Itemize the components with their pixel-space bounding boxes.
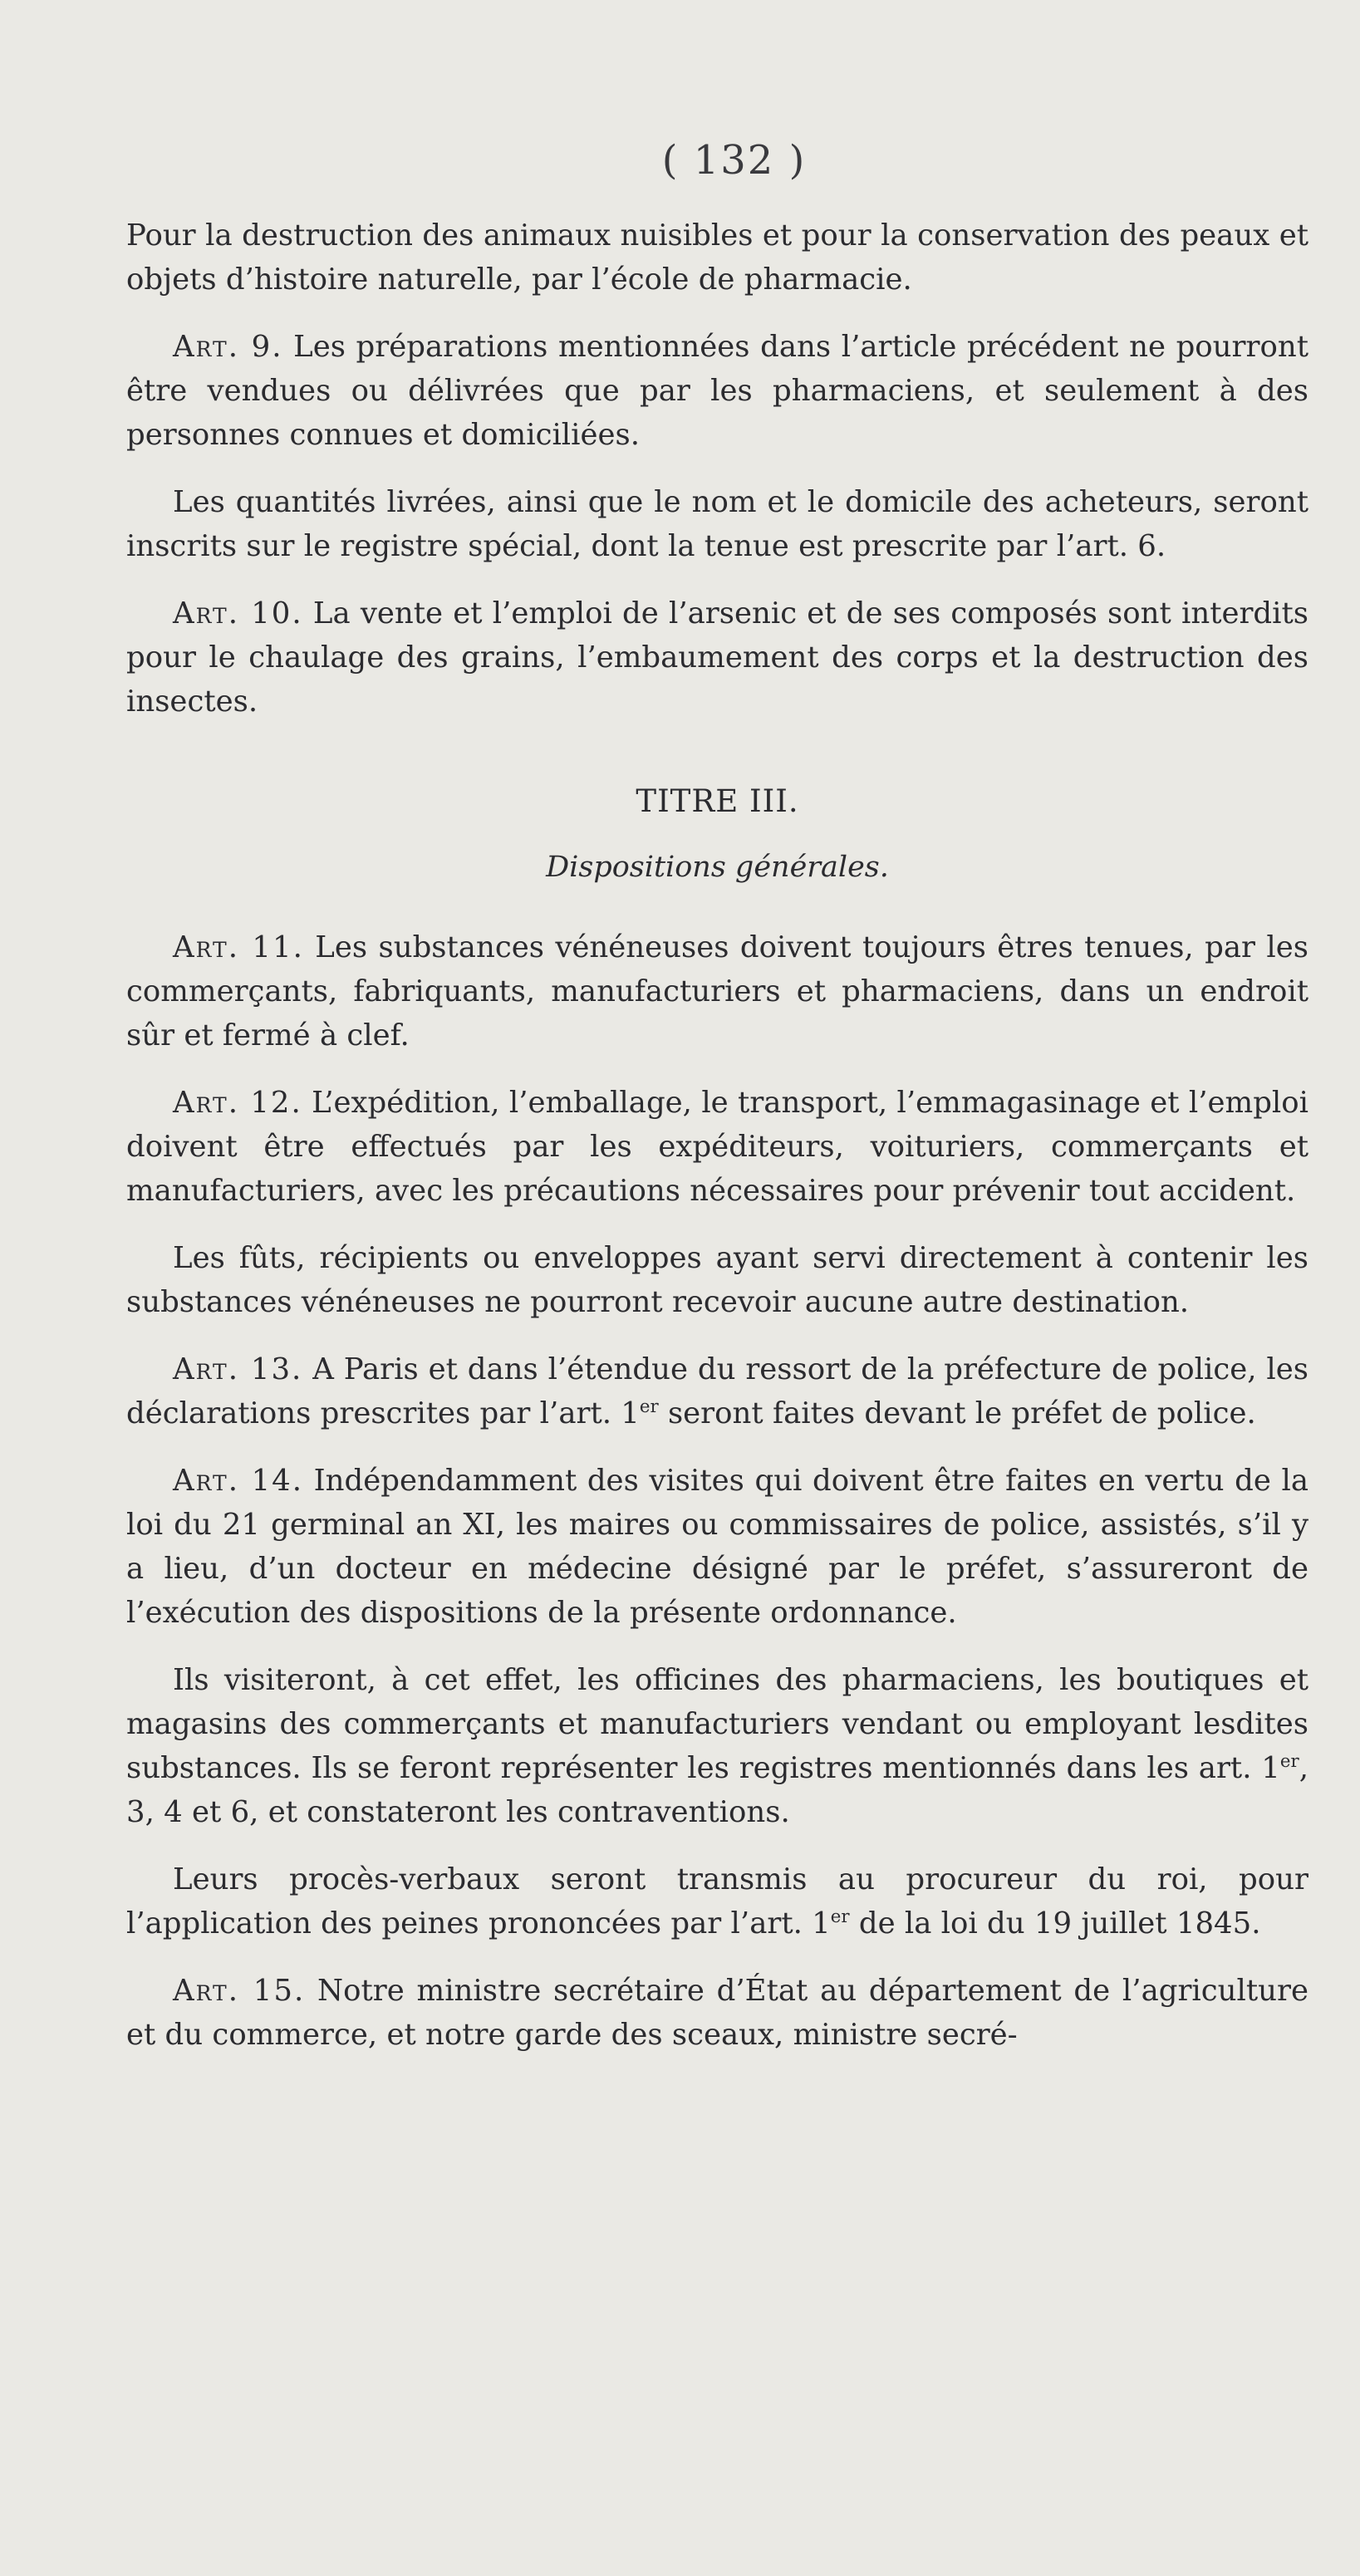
page-number: ( 132 ) xyxy=(661,137,807,184)
article-11-label: Art. 11. xyxy=(173,930,304,964)
proces-superscript: er xyxy=(830,1906,850,1928)
article-13-label: Art. 13. xyxy=(173,1352,303,1386)
article-15-text: Notre ministre secrétaire d’État au département de l’agriculture et du commerce, et notre garde des sceaux, ministre secré- xyxy=(126,1974,1308,2052)
article-11-text: Les substances vénéneuses doivent toujours êtres tenues, par les commerçants, fabriquants, manufacturiers et pharmaciens, dans un endroit sûr et fermé à clef. xyxy=(126,930,1308,1052)
article-9-text: Les préparations mentionnées dans l’article précédent ne pourront être vendues ou délivrées que par les pharmaciens, et seulement à des personnes connues et domiciliées. xyxy=(126,330,1308,452)
paragraph-proces-verbaux xyxy=(126,1857,1308,1945)
article-15 xyxy=(126,1969,1308,2057)
paragraph-quantites: Les quantités livrées, ainsi que le nom et le domicile des acheteurs, seront inscrits sur le registre spécial, dont la tenue est prescrite par l’art. 6. xyxy=(126,485,1308,563)
article-13-text-b: seront faites devant le préfet de police. xyxy=(658,1396,1256,1430)
article-9 xyxy=(126,325,1308,457)
article-12-text: L’expédition, l’emballage, le transport, l’emmagasinage et l’emploi doivent être effectués par les expéditeurs, voituriers, commerçants et manufacturiers, avec les précautions nécessaires pour prévenir tout accident. xyxy=(126,1086,1308,1208)
proces-text-a: Leurs procès-verbaux seront transmis au procureur du roi, pour l’application des peines prononcées par l’art. 1 xyxy=(126,1862,1308,1941)
article-13-text-a: A Paris et dans l’étendue du ressort de la préfecture de police, les déclarations prescrites par l’art. 1 xyxy=(126,1352,1308,1430)
visiteront-superscript: er xyxy=(1279,1751,1299,1773)
article-12-label: Art. 12. xyxy=(173,1086,302,1120)
paragraph-visiteront xyxy=(126,1658,1308,1834)
article-13 xyxy=(126,1347,1308,1435)
article-10-label: Art. 10. xyxy=(173,596,303,631)
section-title: TITRE III. xyxy=(636,783,799,819)
article-9-label: Art. 9. xyxy=(173,330,283,364)
article-13-superscript: er xyxy=(639,1396,659,1418)
article-14-label: Art. 14. xyxy=(173,1464,304,1498)
article-14-text: Indépendamment des visites qui doivent être faites en vertu de la loi du 21 germinal an XI, les maires ou commissaires de police, assistés, s’il y a lieu, d’un docteur en médecine désigné par le préfet, s’assureront de l’exécution des dispositions de la présente ordonnance. xyxy=(126,1464,1308,1630)
paragraph-futs: Les fûts, récipients ou enveloppes ayant servi directement à contenir les substances vénéneuses ne pourront recevoir aucune autre destination. xyxy=(126,1241,1308,1319)
paragraph-destruction: Pour la destruction des animaux nuisibles et pour la conservation des peaux et objets d’histoire naturelle, par l’école de pharmacie. xyxy=(126,218,1308,297)
article-15-label: Art. 15. xyxy=(173,1974,306,2008)
visiteront-text-a: Ils visiteront, à cet effet, les officines des pharmaciens, les boutiques et magasins des commerçants et manufacturiers vendant ou employant lesdites substances. Ils se feront représenter les registres mentionnés dans les art. 1 xyxy=(126,1663,1308,1785)
article-14 xyxy=(126,1459,1308,1635)
section-subtitle: Dispositions générales. xyxy=(546,851,889,884)
article-11 xyxy=(126,925,1308,1057)
article-10 xyxy=(126,591,1308,724)
visiteront-text-b: , 3, 4 et 6, et constateront les contraventions. xyxy=(126,1751,1308,1829)
article-12 xyxy=(126,1081,1308,1213)
article-10-text: La vente et l’emploi de l’arsenic et de ses composés sont interdits pour le chaulage des grains, l’embaumement des corps et la destruction des insectes. xyxy=(126,596,1308,719)
proces-text-b: de la loi du 19 juillet 1845. xyxy=(849,1906,1261,1941)
